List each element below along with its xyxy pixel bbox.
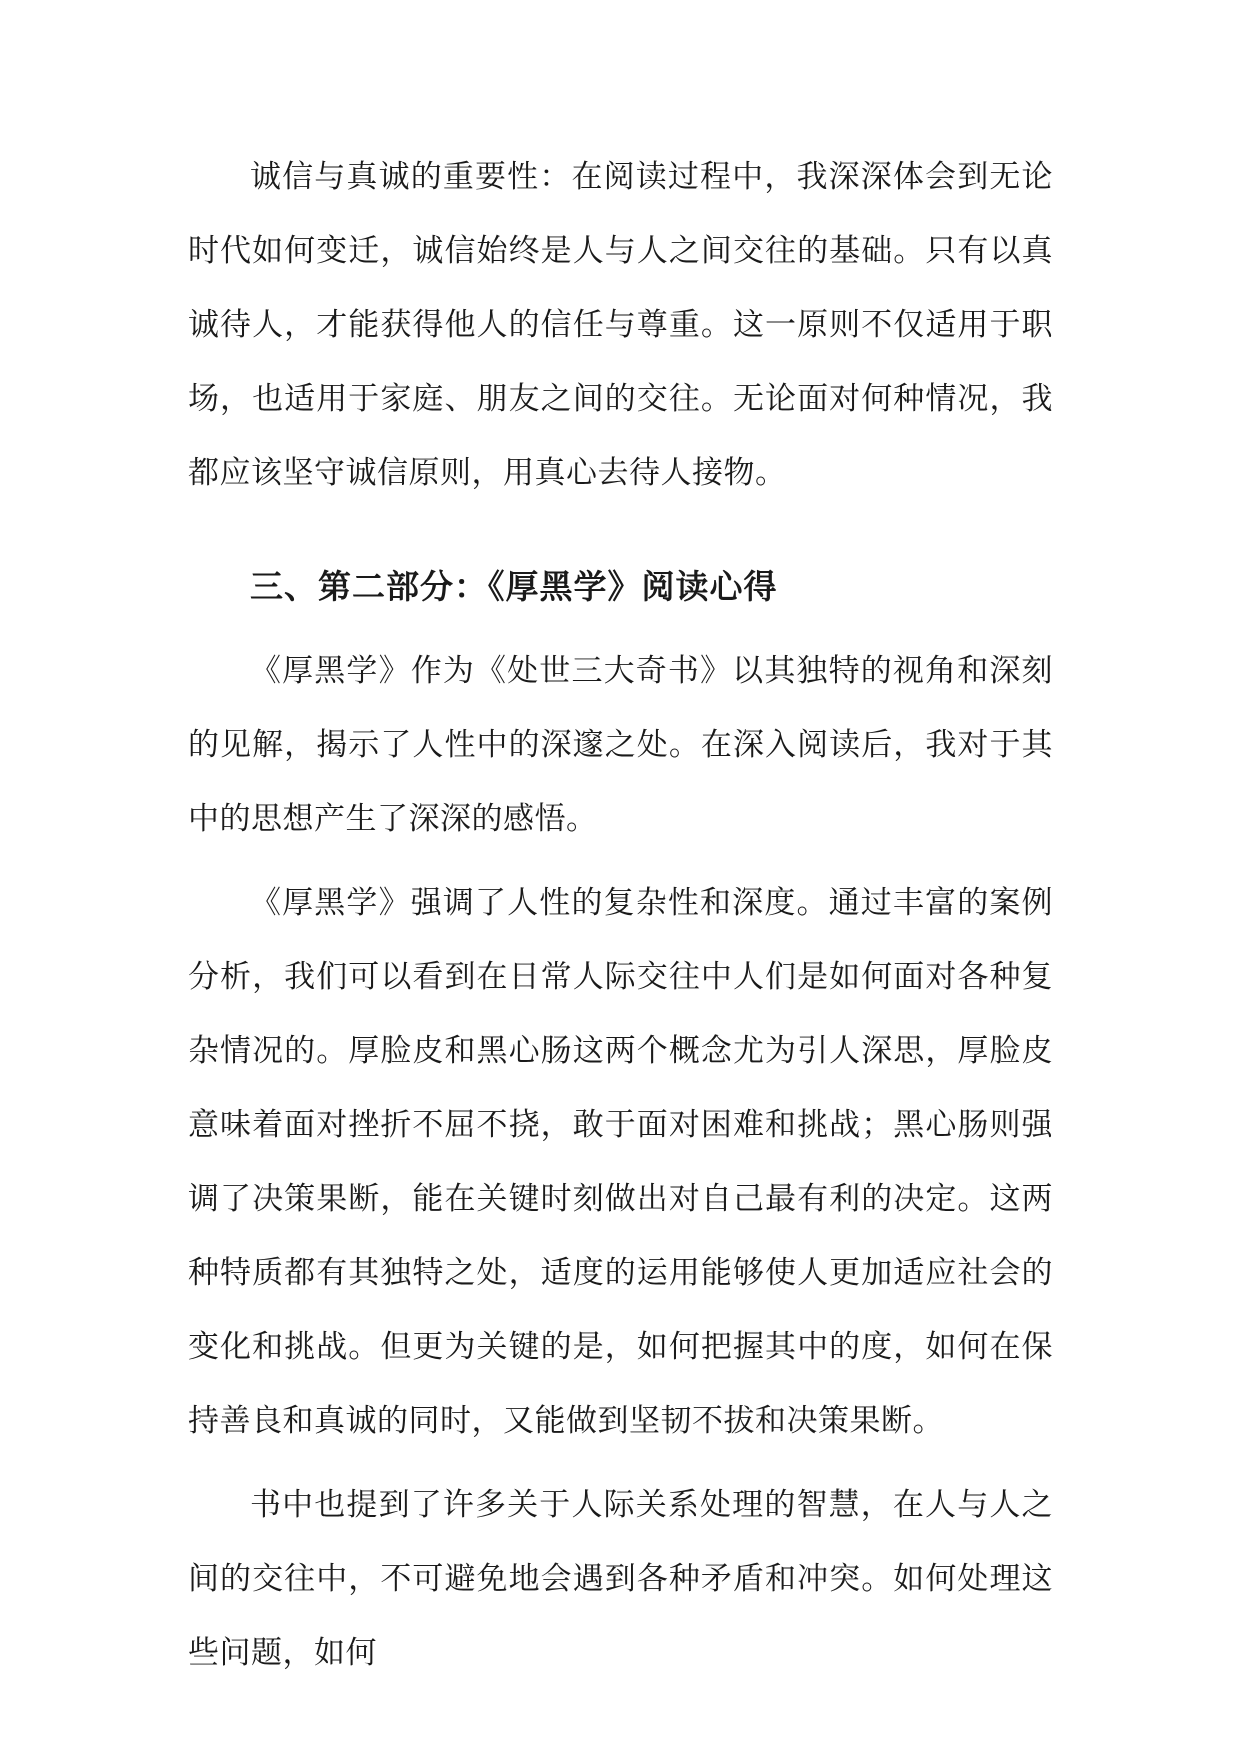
paragraph-intro: 《厚黑学》作为《处世三大奇书》以其独特的视角和深刻的见解，揭示了人性中的深邃之处。在深入阅读后，我对于其中的思想产生了深深的感悟。 [188, 653, 1053, 837]
section-heading: 三、第二部分：《厚黑学》阅读心得 [250, 567, 778, 606]
paragraph-relationships: 书中也提到了许多关于人际关系处理的智慧，在人与人之间的交往中，不可避免地会遇到各种矛盾和冲突。如何处理这些问题，如何 [188, 1487, 1053, 1671]
paragraph-human-nature: 《厚黑学》强调了人性的复杂性和深度。通过丰富的案例分析，我们可以看到在日常人际交往中人们是如何面对各种复杂情况的。厚脸皮和黑心肠这两个概念尤为引人深思，厚脸皮意味着面对挫折不屈不挠，敢于面对困难和挑战；黑心肠则强调了决策果断，能在关键时刻做出对自己最有利的决定。这两种特质都有其独特之处，适度的运用能够使人更加适应社会的变化和挑战。但更为关键的是，如何把握其中的度，如何在保持善良和真诚的同时，又能做到坚韧不拔和决策果断。 [188, 885, 1053, 1439]
paragraph-integrity: 诚信与真诚的重要性：在阅读过程中，我深深体会到无论时代如何变迁，诚信始终是人与人之间交往的基础。只有以真诚待人，才能获得他人的信任与尊重。这一原则不仅适用于职场，也适用于家庭、朋友之间的交往。无论面对何种情况，我都应该坚守诚信原则，用真心去待人接物。 [188, 159, 1053, 491]
